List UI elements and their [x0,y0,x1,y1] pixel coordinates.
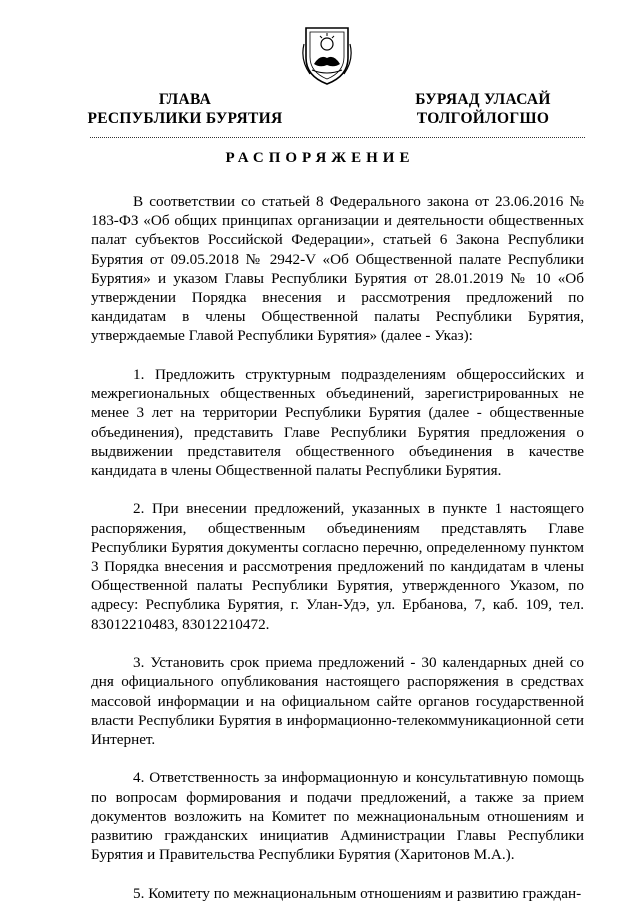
issuer-line-2: РЕСПУБЛИКИ БУРЯТИЯ [87,110,283,127]
clause-4-paragraph: 4. Ответственность за информационную и консультативную помощь по вопросам формирования и подачи предложений, а также за прием документов возложить на Комитет по межнациональным отношениям и развитию гражданских инициатив Администрации Главы Республики Бурятия и Правительства Республики Бурятия (Харитонов М.А.). [91,769,584,864]
clause-5-paragraph: 5. Комитету по межнациональным отношениям и развитию граждан- [133,884,582,902]
issuer-line-1: ГЛАВА [158,91,212,108]
clause-1-paragraph: 1. Предложить структурным подразделениям общероссийских и межрегиональных общественных объединений, зарегистрированных не менее 3 лет на территории Республики Бурятия (далее - общественные объединения), представить Главе Республики Бурятия предложения о выдвижении представителя общественного объединения в качестве кандидата в члены Общественной палаты Республики Бурятия. [91,365,584,479]
document-body [91,192,584,922]
clause-3-paragraph: 3. Установить срок приема предложений - 30 календарных дней со дня официального опубликования настоящего распоряжения в средствах массовой информации и на официальном сайте органов государственной власти Республики Бурятия в информационно-телекоммуникационной сети Интернет. [91,654,584,748]
issuer-line-1-buryat: БУРЯАД УЛАСАЙ [415,91,551,108]
document-title: РАСПОРЯЖЕНИЕ [225,150,415,166]
issuer-line-2-buryat: ТОЛГОЙЛОГШО [416,110,550,127]
preamble-paragraph: В соответствии со статьей 8 Федерального закона от 23.06.2016 № 183-ФЗ «Об общих принципах организации и деятельности общественных палат субъектов Российской Федерации», статьей 6 Закона Республики Бурятия от 09.05.2018 № 2942-V «Об Общественной палате Республики Бурятия» и указом Главы Республики Бурятия от 28.01.2019 № 10 «Об утверждении Порядка внесения и рассмотрения предложений по кандидатам в члены Общественной палаты Республики Бурятия, утверждаемые Главой Республики Бурятия» (далее - Указ): [91,193,584,345]
issuer-header-russian [60,90,310,128]
clause-2-paragraph: 2. При внесении предложений, указанных в пункте 1 настоящего распоряжения, общественным объединениям представлять Главе Республики Бурятия документы согласно перечню, определенному пунктом 3 Порядка внесения и рассмотрения предложений по кандидатам в члены Общественной палаты Республики Бурятия, утвержденного Указом, по адресу: Республика Бурятия, г. Улан-Удэ, ул. Ербанова, 7, каб. 109, тел. 83012210483, 83012210472. [91,500,584,633]
coat-of-arms-icon [300,24,354,86]
issuer-header-buryat [372,90,594,128]
header-divider [90,137,585,138]
